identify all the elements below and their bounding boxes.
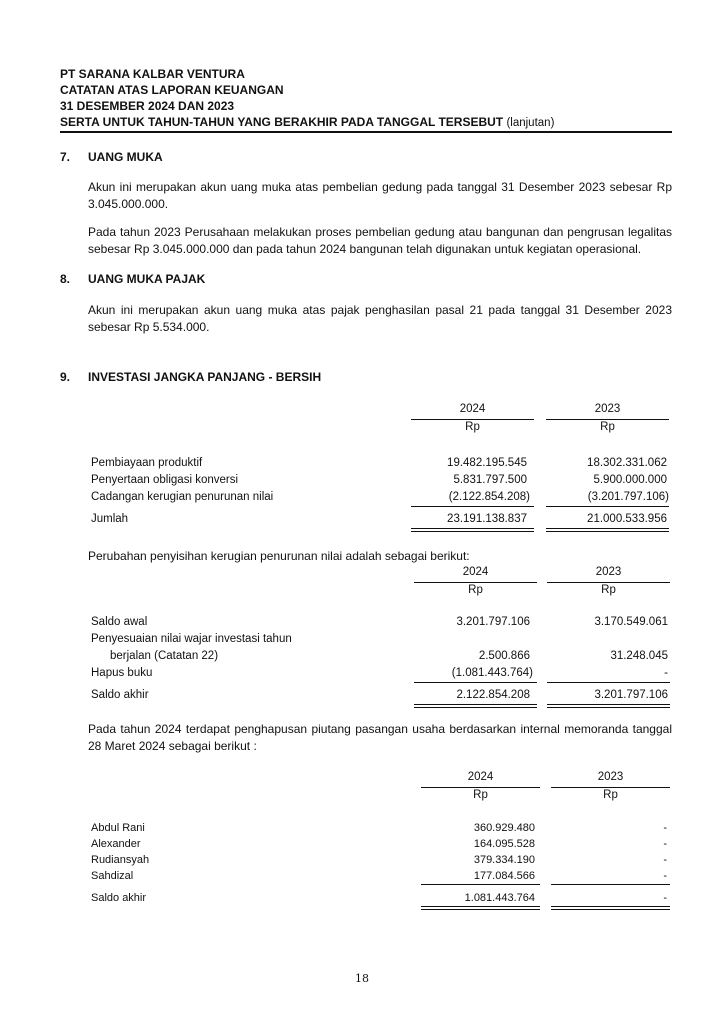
table-row bbox=[0, 455, 724, 471]
col-currency-2024: Rp bbox=[473, 789, 488, 801]
value-2023: 31.248.045 bbox=[610, 650, 668, 662]
total-2023: 21.000.533.956 bbox=[587, 513, 667, 525]
col-header-2024: 2024 bbox=[459, 403, 486, 415]
section-number: 8. bbox=[60, 272, 71, 286]
table-row bbox=[0, 472, 724, 488]
col-header-2024: 2024 bbox=[467, 771, 494, 783]
value-2023: - bbox=[663, 870, 667, 882]
page-number: 18 bbox=[355, 972, 369, 985]
total-label: Saldo akhir bbox=[91, 689, 149, 701]
value-2024: 379.334.190 bbox=[473, 854, 535, 866]
value-2024: 3.201.797.106 bbox=[456, 616, 530, 628]
continued-label: (lanjutan) bbox=[506, 117, 555, 129]
section-7-paragraph-1: Akun ini merupakan akun uang muka atas pembelian gedung pada tanggal 31 Desember 2023 sebesar Rp 3.045.000.000. bbox=[88, 180, 672, 211]
value-2024: (2.122.854.208) bbox=[448, 491, 530, 503]
header-rule bbox=[546, 419, 669, 420]
header-rule bbox=[551, 787, 670, 788]
row-label: Pembiayaan produktif bbox=[91, 457, 203, 469]
company-name: PT SARANA KALBAR VENTURA bbox=[60, 67, 245, 81]
value-2023: - bbox=[663, 822, 667, 834]
row-label: Alexander bbox=[91, 838, 141, 850]
col-header-2023: 2023 bbox=[597, 771, 624, 783]
total-2024: 1.081.443.764 bbox=[464, 892, 535, 904]
header-rule bbox=[547, 582, 670, 583]
subtotal-rule bbox=[547, 682, 670, 683]
value-2023: (3.201.797.106) bbox=[587, 491, 669, 503]
row-label: Saldo awal bbox=[91, 616, 148, 628]
total-2024: 2.122.854.208 bbox=[456, 689, 530, 701]
value-2023: 18.302.331.062 bbox=[587, 457, 667, 469]
total-label: Jumlah bbox=[91, 513, 129, 525]
col-header-2023: 2023 bbox=[594, 403, 621, 415]
section-number: 7. bbox=[60, 150, 71, 164]
report-subtitle bbox=[60, 114, 672, 133]
header-rule bbox=[411, 419, 534, 420]
table-row bbox=[0, 489, 724, 505]
subtotal-rule bbox=[414, 682, 537, 683]
header-rule bbox=[414, 582, 537, 583]
table-row bbox=[0, 665, 724, 681]
row-label: Rudiansyah bbox=[91, 854, 150, 866]
value-2024: 2.500.866 bbox=[478, 650, 530, 662]
total-2023: - bbox=[663, 892, 667, 904]
value-2023: - bbox=[664, 667, 668, 679]
value-2024: 177.084.566 bbox=[473, 870, 535, 882]
value-2024: 19.482.195.545 bbox=[447, 457, 527, 469]
section-7-title bbox=[60, 150, 163, 164]
subtitle-text: SERTA UNTUK TAHUN-TAHUN YANG BERAKHIR PADA TANGGAL TERSEBUT bbox=[60, 115, 504, 129]
table-total-row bbox=[0, 687, 724, 703]
value-2024: 164.095.528 bbox=[473, 838, 535, 850]
value-2024: 5.831.797.500 bbox=[453, 474, 527, 486]
subtotal-rule bbox=[551, 884, 670, 885]
col-currency-2023: Rp bbox=[601, 584, 616, 596]
value-2024: 360.929.480 bbox=[473, 822, 535, 834]
total-double-rule bbox=[411, 528, 534, 532]
row-label-continued: berjalan (Catatan 22) bbox=[110, 650, 219, 662]
subtotal-rule bbox=[411, 506, 534, 507]
impairment-intro: Perubahan penyisihan kerugian penurunan nilai adalah sebagai berikut: bbox=[88, 549, 470, 563]
row-label: Penyertaan obligasi konversi bbox=[91, 474, 239, 486]
row-label: Cadangan kerugian penurunan nilai bbox=[91, 491, 274, 503]
subtotal-rule bbox=[421, 884, 540, 885]
table-row bbox=[0, 631, 724, 647]
table-row bbox=[0, 820, 724, 836]
total-2023: 3.201.797.106 bbox=[594, 689, 668, 701]
row-label: Sahdizal bbox=[91, 870, 134, 882]
col-currency-2024: Rp bbox=[465, 421, 480, 433]
table-row bbox=[0, 614, 724, 630]
table-row bbox=[0, 852, 724, 868]
section-8-title bbox=[60, 272, 205, 286]
value-2023: - bbox=[663, 854, 667, 866]
section-title-text: INVESTASI JANGKA PANJANG - BERSIH bbox=[88, 370, 322, 384]
document-header bbox=[60, 66, 672, 133]
subtotal-rule bbox=[546, 506, 669, 507]
col-currency-2023: Rp bbox=[600, 421, 615, 433]
table-total-row bbox=[0, 511, 724, 527]
report-period: 31 DESEMBER 2024 DAN 2023 bbox=[60, 99, 235, 113]
row-label: Abdul Rani bbox=[91, 822, 145, 834]
col-header-2024: 2024 bbox=[462, 566, 489, 578]
table-row-continued bbox=[0, 648, 724, 664]
report-title: CATATAN ATAS LAPORAN KEUANGAN bbox=[60, 83, 284, 97]
section-title-text: UANG MUKA bbox=[88, 150, 163, 164]
row-label: Hapus buku bbox=[91, 667, 153, 679]
value-2024: (1.081.443.764) bbox=[451, 667, 533, 679]
total-double-rule bbox=[551, 906, 670, 910]
section-number: 9. bbox=[60, 370, 71, 384]
total-2024: 23.191.138.837 bbox=[447, 513, 527, 525]
col-header-2023: 2023 bbox=[595, 566, 622, 578]
header-rule bbox=[421, 787, 540, 788]
total-double-rule bbox=[547, 704, 670, 708]
total-double-rule bbox=[414, 704, 537, 708]
col-currency-2023: Rp bbox=[603, 789, 618, 801]
total-double-rule bbox=[546, 528, 669, 532]
value-2023: 5.900.000.000 bbox=[593, 474, 667, 486]
table-total-row bbox=[0, 890, 724, 906]
total-double-rule bbox=[421, 906, 540, 910]
section-title-text: UANG MUKA PAJAK bbox=[88, 272, 206, 286]
table-row bbox=[0, 868, 724, 884]
total-label: Saldo akhir bbox=[91, 892, 147, 904]
table-row bbox=[0, 836, 724, 852]
row-label: Penyesuaian nilai wajar investasi tahun bbox=[91, 633, 292, 645]
section-8-paragraph-1: Akun ini merupakan akun uang muka atas pajak penghasilan pasal 21 pada tanggal 31 Desember 2023 sebesar Rp 5.534.000. bbox=[88, 303, 672, 334]
col-currency-2024: Rp bbox=[468, 584, 483, 596]
section-7-paragraph-2: Pada tahun 2023 Perusahaan melakukan proses pembelian gedung atau bangunan dan pengrusan legalitas sebesar Rp 3.045.000.000 dan pada tahun 2024 bangunan telah digunakan untuk kegiatan operasional. bbox=[88, 225, 672, 256]
value-2023: - bbox=[663, 838, 667, 850]
writeoff-intro: Pada tahun 2024 terdapat penghapusan piutang pasangan usaha berdasarkan internal memoranda tanggal 28 Maret 2024 sebagai berikut : bbox=[88, 722, 672, 753]
section-9-title bbox=[60, 370, 321, 384]
value-2023: 3.170.549.061 bbox=[594, 616, 668, 628]
